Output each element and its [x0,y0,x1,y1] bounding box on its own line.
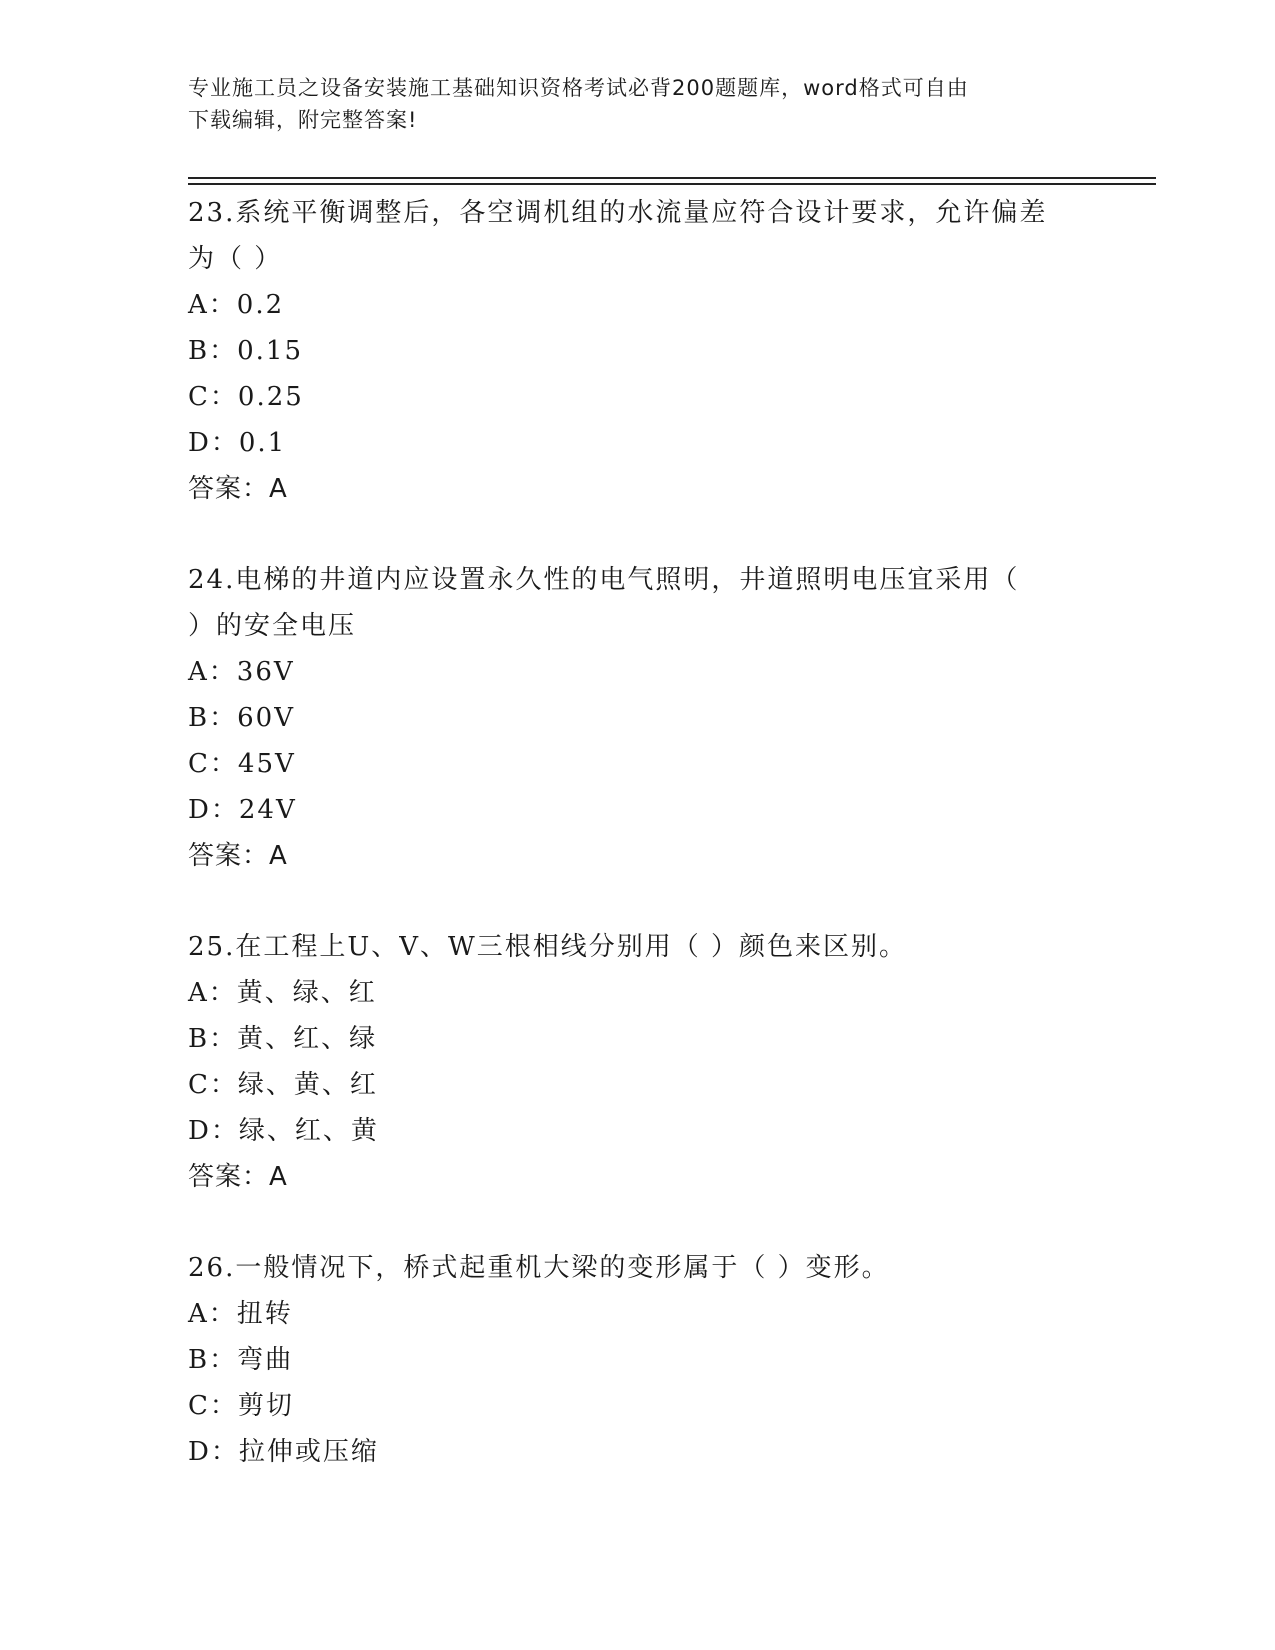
question-25 [188,924,1088,1200]
question-stem: 26.一般情况下，桥式起重机大梁的变形属于（ ）变形。 [188,1253,890,1283]
option-key: B： [188,1345,238,1375]
option-c [188,741,1088,787]
option-text: 24V [238,795,297,825]
option-key: A： [188,1299,237,1329]
document-header [188,72,1088,136]
option-key: A： [188,978,237,1008]
option-key: C： [188,1070,238,1100]
option-c [188,1383,1088,1429]
option-key: B： [188,703,238,733]
option-text: 60V [237,703,295,733]
option-b [188,1337,1088,1383]
option-text: 扭转 [236,1299,293,1329]
option-key: B： [188,1024,238,1054]
option-text: 绿、红、黄 [238,1116,379,1146]
question-stem: 24.电梯的井道内应设置永久性的电气照明，井道照明电压宜采用（ [188,565,1020,595]
option-a [188,282,1088,328]
option-key: C： [188,1391,238,1421]
option-text: 0.1 [238,428,287,458]
option-text: 拉伸或压缩 [238,1437,379,1467]
option-text: 36V [236,657,295,687]
question-list [188,190,1088,1520]
option-d [188,787,1088,833]
question-26 [188,1245,1088,1475]
header-line-1: 专业施工员之设备安装施工基础知识资格考试必背200题题库，word格式可自由 [188,76,969,100]
header-line-2: 下载编辑，附完整答案! [188,108,418,132]
question-stem: 25.在工程上U、V、W三根相线分别用（ ）颜色来区别。 [188,932,908,962]
option-key: A： [188,290,237,320]
option-key: A： [188,657,237,687]
option-key: B： [188,336,238,366]
option-text: 黄、绿、红 [236,978,377,1008]
option-key: D： [188,1437,239,1467]
option-a [188,649,1088,695]
header-divider-bottom [188,183,1156,185]
option-d [188,1429,1088,1475]
option-text: 0.25 [237,382,304,412]
option-text: 绿、黄、红 [237,1070,378,1100]
option-key: D： [188,1116,239,1146]
option-d [188,420,1088,466]
option-key: C： [188,382,238,412]
answer: 答案：A [188,1162,288,1192]
option-text: 弯曲 [237,1345,294,1375]
option-text: 黄、红、绿 [237,1024,378,1054]
option-key: C： [188,749,238,779]
option-b [188,1016,1088,1062]
option-c [188,1062,1088,1108]
option-a [188,970,1088,1016]
question-stem-continued: ）的安全电压 [188,611,357,641]
option-a [188,1291,1088,1337]
header-divider-top [188,177,1156,179]
option-key: D： [188,428,239,458]
question-stem: 23.系统平衡调整后，各空调机组的水流量应符合设计要求，允许偏差 [188,198,1048,228]
question-24 [188,557,1088,879]
option-b [188,328,1088,374]
option-b [188,695,1088,741]
option-d [188,1108,1088,1154]
answer: 答案：A [188,841,288,871]
answer: 答案：A [188,474,288,504]
option-text: 45V [237,749,296,779]
option-c [188,374,1088,420]
option-text: 0.15 [237,336,303,366]
option-text: 0.2 [236,290,285,320]
question-23 [188,190,1088,512]
question-stem-continued: 为（ ） [188,244,283,274]
option-text: 剪切 [237,1391,294,1421]
option-key: D： [188,795,239,825]
